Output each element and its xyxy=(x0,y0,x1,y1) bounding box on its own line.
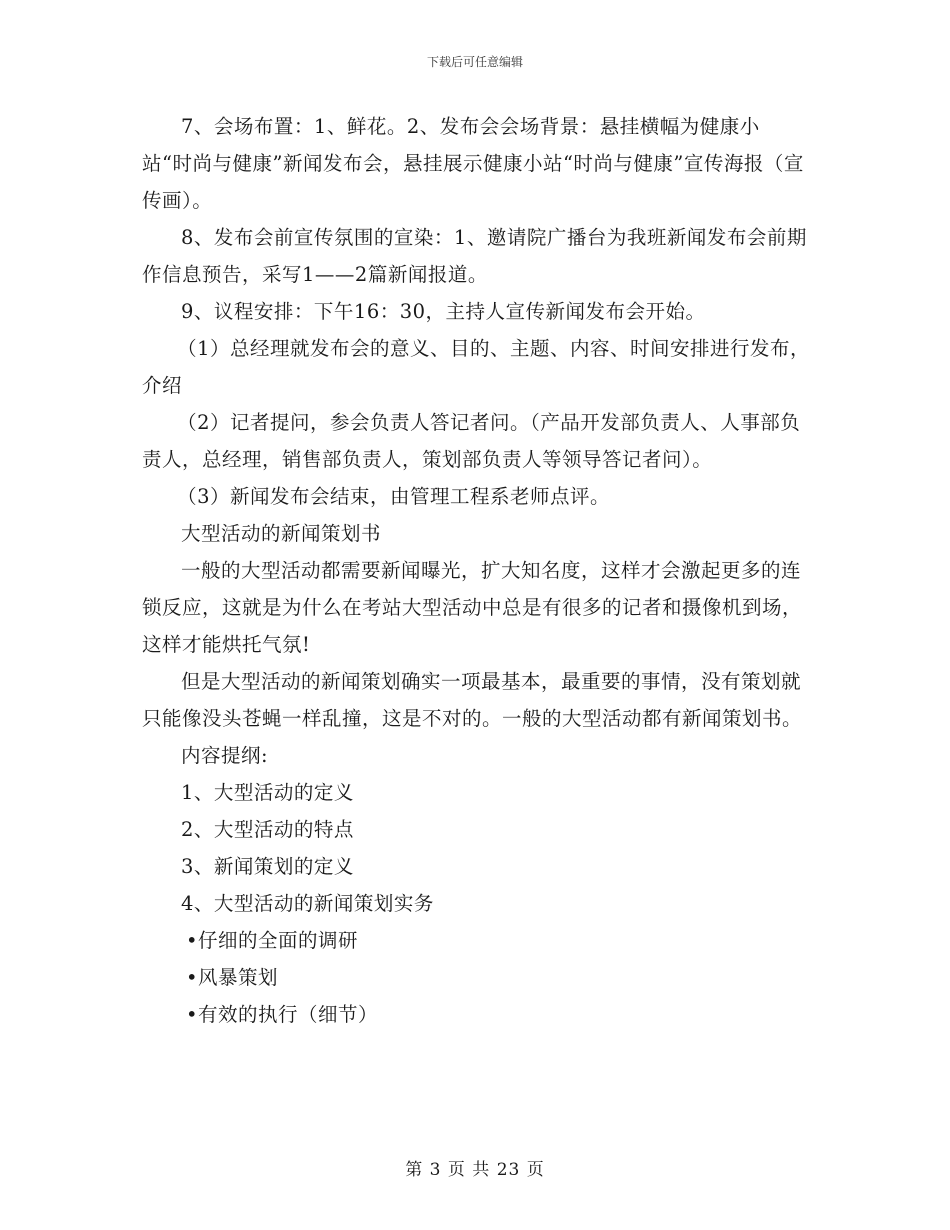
section-heading: 大型活动的新闻策划书 xyxy=(181,522,382,545)
paragraph-agenda-3: （3）新闻发布会结束，由管理工程系老师点评。 xyxy=(177,485,611,508)
paragraph-intro: 一般的大型活动都需要新闻曝光，扩大知名度，这样才会激起更多的连锁反应，这就是为什么在考站大型活动中总是有很多的记者和摄像机到场，这样才能烘托气氛! xyxy=(142,559,803,656)
outline-item-1: 1、大型活动的定义 xyxy=(181,781,354,804)
document-body xyxy=(142,108,810,1033)
paragraph-publicity: 8、发布会前宣传氛围的宣染：1、邀请院广播台为我班新闻发布会前期作信息预告，采写1——2篇新闻报道。 xyxy=(142,226,807,286)
bullet-item-execution: •有效的执行（细节） xyxy=(186,1003,379,1026)
page-footer: 第 3 页 共 23 页 xyxy=(405,1160,545,1180)
outline-heading: 内容提纲: xyxy=(181,744,269,767)
outline-item-3: 3、新闻策划的定义 xyxy=(181,855,354,878)
paragraph-agenda-2: （2）记者提问，参会负责人答记者问。（产品开发部负责人、人事部负责人，总经理，销售部负责人，策划部负责人等领导答记者问）。 xyxy=(142,411,801,471)
page-header: 下载后可任意编辑 xyxy=(426,55,523,69)
paragraph-agenda-1: （1）总经理就发布会的意义、目的、主题、内容、时间安排进行发布，介绍 xyxy=(142,337,811,397)
bullet-item-research: •仔细的全面的调研 xyxy=(186,929,359,952)
paragraph-importance: 但是大型活动的新闻策划确实一项最基本，最重要的事情，没有策划就只能像没头苍蝇一样乱撞，这是不对的。一般的大型活动都有新闻策划书。 xyxy=(142,670,803,730)
paragraph-agenda: 9、议程安排：下午16：30，主持人宣传新闻发布会开始。 xyxy=(181,300,706,323)
bullet-item-brainstorm: •风暴策划 xyxy=(186,966,279,989)
paragraph-venue: 7、会场布置：1、鲜花。2、发布会会场背景：悬挂横幅为健康小站“时尚与健康”新闻发布会，悬挂展示健康小站“时尚与健康”宣传海报（宣传画）。 xyxy=(142,115,804,212)
outline-item-4: 4、大型活动的新闻策划实务 xyxy=(181,892,434,915)
outline-item-2: 2、大型活动的特点 xyxy=(181,818,354,841)
